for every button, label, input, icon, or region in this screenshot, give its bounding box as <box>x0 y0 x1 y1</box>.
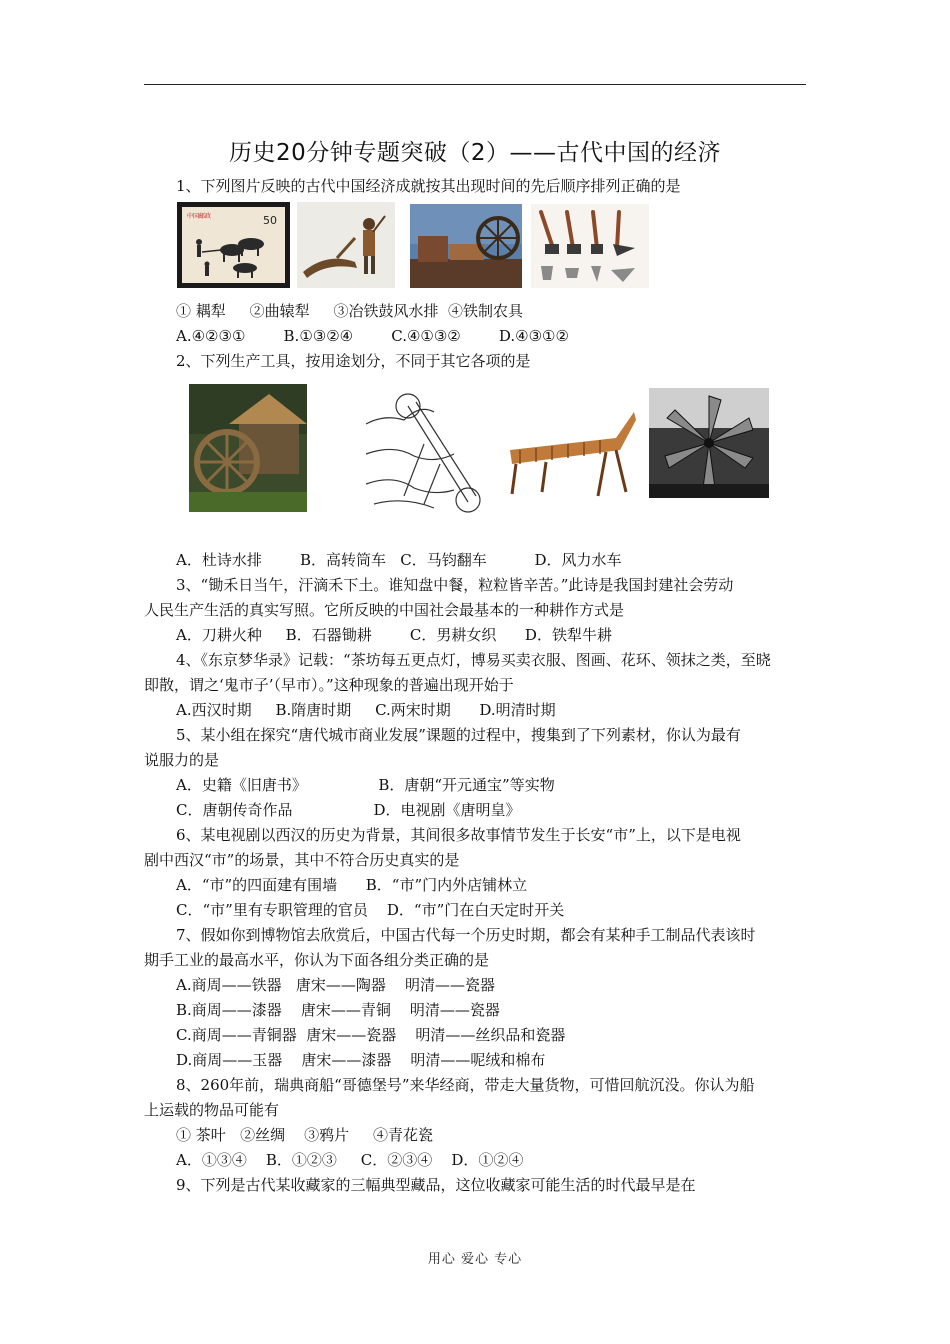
q4-line2: 即散，谓之‘鬼市子’（早市）。”这种现象的普遍出现开始于 <box>144 676 514 694</box>
q6-line2: 剧中西汉“市”的场景，其中不符合历史真实的是 <box>144 851 460 869</box>
q3-line2: 人民生产生活的真实写照。它所反映的中国社会最基本的一种耕作方式是 <box>144 601 625 619</box>
q8-items: ① 茶叶 ②丝绸 ③鸦片 ④青花瓷 <box>176 1126 433 1144</box>
q8-line2: 上运载的物品可能有 <box>144 1101 280 1119</box>
q7-option-a: A.商周——铁器 唐宋——陶器 明清——瓷器 <box>176 976 495 994</box>
iron-farm-tools-image <box>531 204 649 288</box>
q4-options: A.西汉时期 B.隋唐时期 C.两宋时期 D.明清时期 <box>176 701 556 719</box>
high-rotation-tube-wheel-drawing <box>364 384 482 516</box>
wind-powered-waterwheel-photo <box>649 388 769 498</box>
q3-options: A．刀耕火种 B．石器锄耕 C．男耕女织 D．铁犁牛耕 <box>176 626 612 644</box>
q6-option-c-d: C．“市”里有专职管理的官员 D．“市”门在白天定时开关 <box>176 901 565 919</box>
q5-line2: 说服力的是 <box>144 751 220 769</box>
q4-line1: 4、《东京梦华录》记载：“茶坊每五更点灯，博易买卖衣服、图画、花环、领抹之类，至晓 <box>176 651 771 669</box>
page-title: 历史20分钟专题突破（2）——古代中国的经济 <box>229 140 721 166</box>
q5-option-c-d: C．唐朝传奇作品 D．电视剧《唐明皇》 <box>176 801 521 819</box>
q2-options: A．杜诗水排 B．高转筒车 C．马钧翻车 D．风力水车 <box>176 551 622 569</box>
q7-option-d: D.商周——玉器 唐宋——漆器 明清——呢绒和棉布 <box>176 1051 546 1069</box>
q7-line1: 7、假如你到博物馆去欣赏后，中国古代每一个历史时期，都会有某种手工制品代表该时 <box>176 926 756 944</box>
q7-option-c: C.商周——青铜器 唐宋——瓷器 明清——丝织品和瓷器 <box>176 1026 566 1044</box>
q6-line1: 6、某电视剧以西汉的历史为背景，其间很多故事情节发生于长安“市”上，以下是电视 <box>176 826 741 844</box>
q3-line1: 3、“锄禾日当午，汗滴禾下土。谁知盘中餐，粒粒皆辛苦。”此诗是我国封建社会劳动 <box>176 576 734 594</box>
page-footer: 用心 爱心 专心 <box>427 1252 523 1267</box>
q1-stem: 1、下列图片反映的古代中国经济成就按其出现时间的先后顺序排列正确的是 <box>176 177 681 195</box>
stamp-country-label: 中国邮政 <box>187 213 212 220</box>
water-bellows-photo <box>189 384 307 512</box>
ox-plow-stamp-image <box>177 202 290 288</box>
q7-line2: 期手工业的最高水平，你认为下面各组分类正确的是 <box>144 951 490 969</box>
q5-line1: 5、某小组在探究“唐代城市商业发展”课题的过程中，搜集到了下列素材，你认为最有 <box>176 726 741 744</box>
q8-line1: 8、260年前，瑞典商船“哥德堡号”来华经商，带走大量货物，可惜回航沉没。你认为船 <box>176 1076 755 1094</box>
q9-stem: 9、下列是古代某收藏家的三幅典型藏品，这位收藏家可能生活的时代最早是在 <box>176 1176 696 1194</box>
header-rule <box>144 84 806 85</box>
square-pallet-chain-pump-image <box>506 408 638 500</box>
curved-plow-image <box>297 202 395 288</box>
q6-option-a-b: A．“市”的四面建有围墙 B．“市”门内外店铺林立 <box>176 876 528 894</box>
q7-option-b: B.商周——漆器 唐宋——青铜 明清——瓷器 <box>176 1001 500 1019</box>
q2-stem: 2、下列生产工具，按用途划分，不同于其它各项的是 <box>176 352 531 370</box>
q1-labels: ① 耦犁 ②曲辕犁 ③冶铁鼓风水排 ④铁制农具 <box>176 302 523 320</box>
stamp-value-label: 50 <box>263 214 277 227</box>
q1-options: A.④②③① B.①③②④ C.④①③② D.④③①② <box>176 327 569 345</box>
q5-option-a-b: A．史籍《旧唐书》 B．唐朝“开元通宝”等实物 <box>176 776 555 794</box>
water-powered-bellows-image <box>410 204 522 288</box>
q8-options: A．①③④ B．①②③ C．②③④ D．①②④ <box>176 1151 524 1169</box>
